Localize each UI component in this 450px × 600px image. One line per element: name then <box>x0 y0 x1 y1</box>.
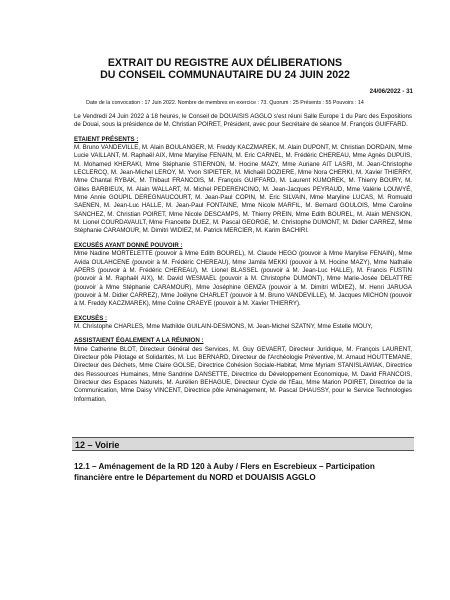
pouvoir-heading: EXCUSÉS AYANT DONNÉ POUVOIR : <box>74 241 183 249</box>
convocation-summary: Date de la convocation : 17 Juin 2022. Nombre de membres en exercice : 73. Quorum : 25 Présents : 55 Pouvoirs : 14 <box>86 100 364 106</box>
deliberation-body <box>74 113 412 404</box>
presents-heading: ETAIENT PRÉSENTS : <box>74 135 139 143</box>
presents-list: M. Bruno VANDEVILLE, M. Alain BOULANGER, M. Freddy KACZMAREK, M. Alain DUPONT, M. Christian DORDAIN, Mme Lucie VAILLANT, M. Raphaël AIX, Mme Marylise FENAIN, M. Eric CARNEL, M. Frédéric CHEREAU, Mme Agnès DUPUIS, M. Mohamed KHERAKI, Mme Stéphanie STIERNON, M. Hocine MAZY, Mme Auriane AIT LASRI, M. Jean-Christophe LECLERCQ, M. Jean-Michel LEROY, M. Yvon SIPIETER, M. Michaël DOZIERE, Mme Nora CHERKI, M. Xavier THIERRY, Mme Chantal RYBAK, M. Thibaut FRANCOIS, M. François GUIFFARD, M. Laurent KUMOREK, M. Thierry BOURY, M. Gilles BARBIEUX, M. Alain WALLART, M. Michel PEDERENCINO, M. Jean-Jacques PEYRAUD, Mme Valérie LOUWYÉ, Mme Annie GOUPIL DEREGNAUCOURT, M. Jean-Paul COPIN, M. Eric SILVAIN, Mme Maryline LUCAS, M. Romuald SAENEN, M. Jean-Luc HALLE, M. Jean-Paul FONTAINE, Mme Nicole MARFIL, M. Bernard GOULOIS, Mme Caroline SANCHEZ, M. Christian POIRET, Mme Nicole DESCAMPS, M. Thierry PREIN, Mme Edith BOUREL, M. Alain MENSION, M. Lionel COURDAVAULT, Mme Francette DUEZ, M. Pascal GEORGE, M. Christophe DUMONT, M. Didier CARREZ, Mme Stéphanie CARAMOUR, M. Dimitri WIDIEZ, M. Patrick MERCIER, M. Karim BACHIRI. <box>74 144 412 235</box>
excuses-heading: EXCUSÉS : <box>74 314 108 322</box>
excuses-list: M. Christophe CHARLES, Mme Mathilde GUILAIN-DESMONS, M. Jean-Michel SZATNY, Mme Estelle MOUY, <box>74 322 373 330</box>
assistaient-list: Mme Catherine BLOT, Directeur Général des Services, M. Guy GEVAERT, Directeur Juridique, M. François LAURENT, Directeur pôle Pilotage et Solidarités, M. Luc BERNARD, Directeur de l'Archéologie Préventive, M. Arnaud HOUTTEMANE, Directeur des Déchets, Mme Claire GOLSE, Directrice Cohésion Sociale-Habitat, Mme Myriam STANISLAWIAK, Directrice des Ressources Humaines, Mme Sandrine DANSETTE, Directrice du Développement Economique, M. David FRANCOIS, Directeur des Espaces Naturels, M. Aurélien BEHAGUE, Directeur Cycle de l'Eau, Mme Marion POIRET, Directrice de la Communication, Mme Daisy VINCENT, Directrice pôle Aménagement, M. Pascal DHAUSSY, pour le Service Technologies Information. <box>74 345 412 403</box>
intro-paragraph: Le Vendredi 24 Juin 2022 à 18 heures, le Conseil de DOUAISIS AGGLO s'est réuni Salle Europe 1 du Parc des Expositions de Douai, sous la présidence de M. Christian POIRET, Président, avec pour Secrétaire de séance M. François GUIFFARD. <box>74 113 412 129</box>
agenda-section-bar: 12 – Voirie <box>72 437 414 451</box>
deliberation-reference: 24/06/2022 - 31 <box>369 88 413 95</box>
document-title-line2: DU CONSEIL COMMUNAUTAIRE DU 24 JUIN 2022 <box>100 69 350 81</box>
document-title-line1: EXTRAIT DU REGISTRE AUX DÉLIBERATIONS <box>107 57 343 69</box>
pouvoir-list: Mme Nadine MORTELETTE (pouvoir à Mme Edith BOUREL), M. Claude HEGO (pouvoir à Mme Marylise FENAIN), Mme Avida OULAHCENE (pouvoir à M. Frédéric CHEREAU), Mme Jamila MEKKI (pouvoir à M. Hocine MAZY), Mme Nathalie APERS (pouvoir à M. Frédéric CHEREAU), M. Lionel BLASSEL (pouvoir à M. Jean-Luc HALLE), M. Francis FUSTIN (pouvoir à M. Raphaël AIX), M. David WESMAEL (pouvoir à M. Christophe DUMONT), Mme Marie-Josée DELATTRE (pouvoir à Mme Stéphanie CARAMOUR), Mme Joséphine GEMZA (pouvoir à M. Dimitri WIDIEZ), M. Henri JARUGA (pouvoir à M. Didier CARREZ), Mme Joëlyne CHARLET (pouvoir à M. Bruno VANDEVILLE), M. Jacques MICHON (pouvoir à M. Freddy KACZMAREK), Mme Coline CRAEYE (pouvoir à M. Xavier THIERRY). <box>74 250 412 308</box>
assistaient-heading: ASSISTAIENT ÉGALEMENT A LA RÉUNION : <box>74 337 204 345</box>
agenda-item-title: 12.1 – Aménagement de la RD 120 à Auby / Flers en Escrebieux – Participation financière entre le Département du NORD et DOUAISIS AGGLO <box>74 462 375 482</box>
